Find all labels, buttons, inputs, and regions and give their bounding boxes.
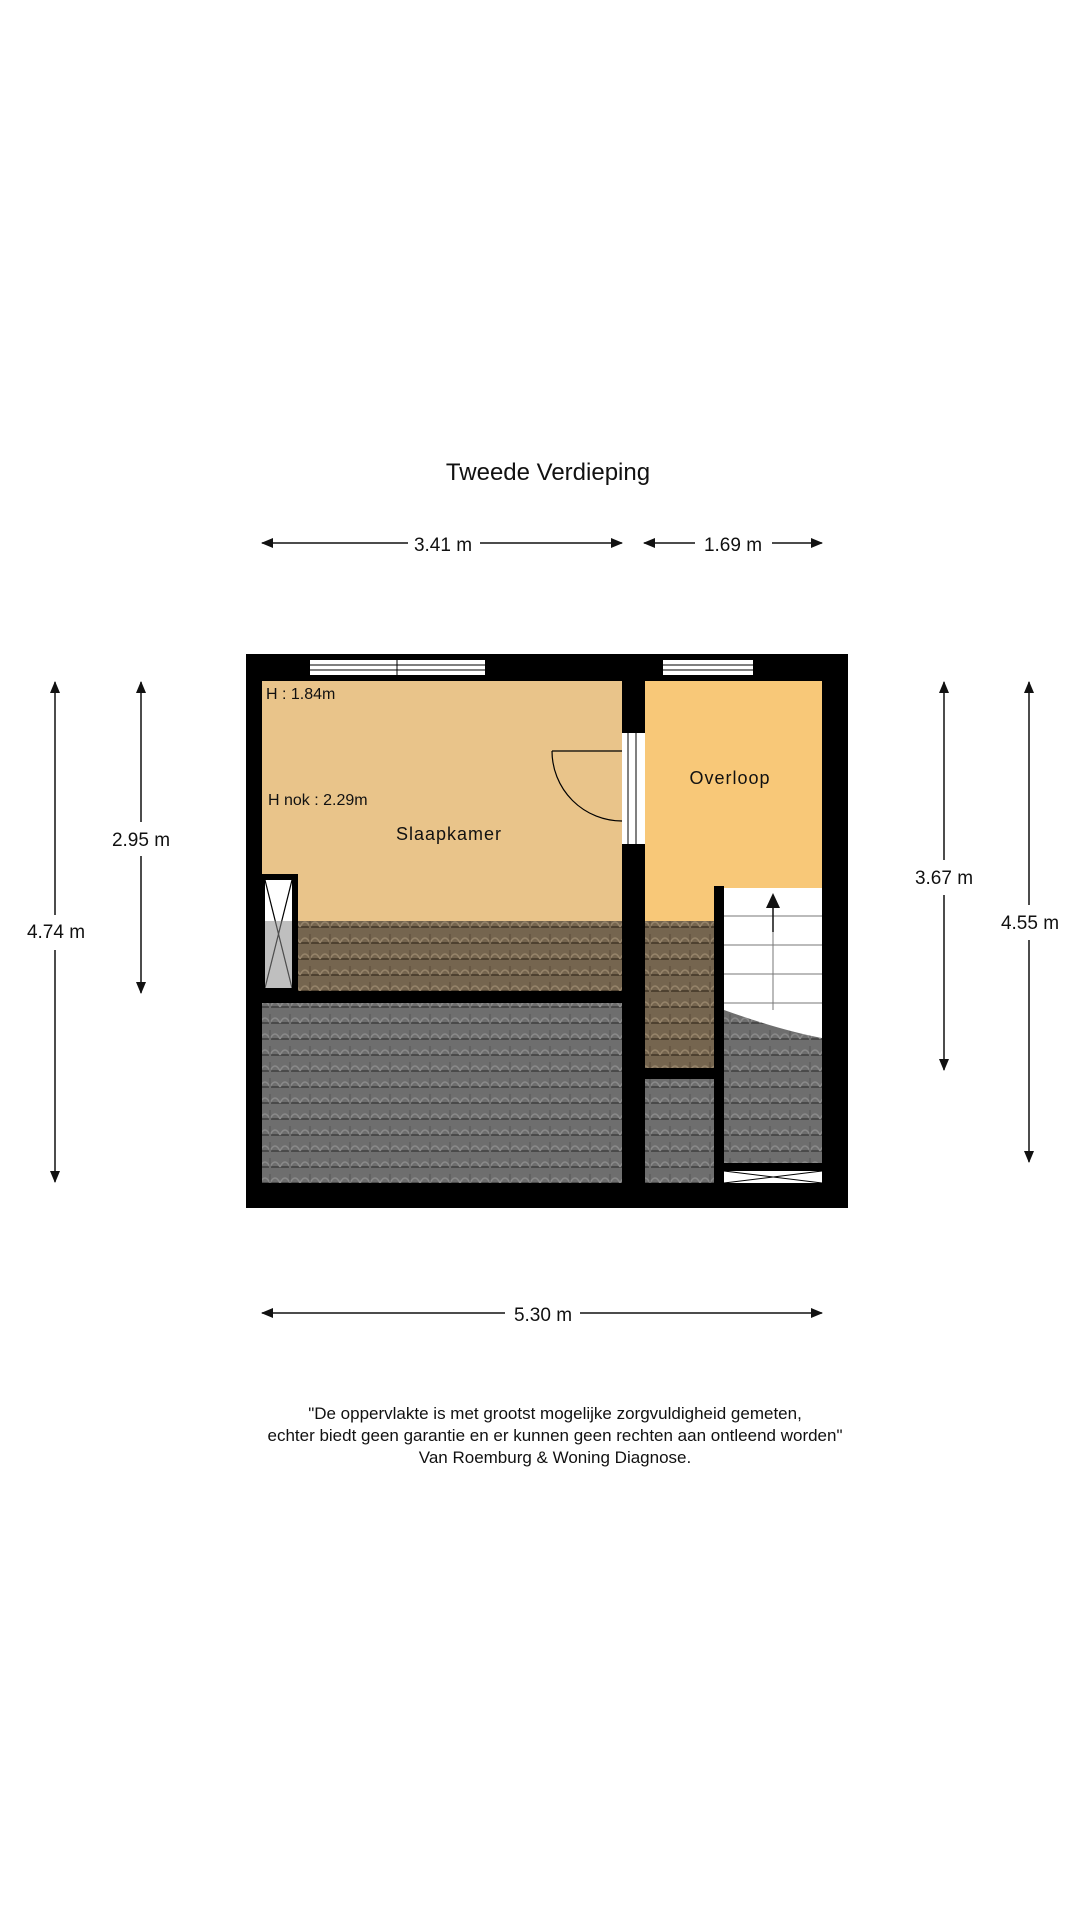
wall-bedroom-south [262, 991, 622, 1003]
dimension-right-inner [915, 682, 973, 1070]
dimension-left-inner [112, 682, 170, 993]
disclaimer-line-3: Van Roemburg & Woning Diagnose. [418, 1448, 692, 1467]
staircase [724, 888, 822, 1163]
wall-center [622, 681, 645, 733]
dimension-label: 4.74 m [26, 922, 86, 943]
window-bedroom [310, 660, 485, 675]
window-landing [663, 660, 753, 675]
dimension-left-outer [27, 682, 85, 1182]
dimension-label: 4.55 m [1000, 913, 1060, 934]
dimension-top-right [644, 535, 822, 556]
dimension-label: 3.41 m [413, 535, 473, 556]
landing-roof-slope [645, 921, 714, 1068]
disclaimer-line-1: "De oppervlakte is met grootst mogelijke zorgvuldigheid gemeten, [308, 1404, 802, 1423]
landing-floor [645, 681, 822, 921]
dimension-label: 5.30 m [513, 1305, 573, 1326]
floor-title: Tweede Verdieping [445, 459, 651, 486]
ridge-height-label: H nok : 2.29m [268, 792, 368, 809]
dimension-label: 3.67 m [914, 868, 974, 889]
room-label-landing: Overloop [689, 768, 771, 788]
roof-lower-middle [645, 1079, 714, 1183]
bedroom-roof-slope [295, 921, 622, 991]
wall-stair-west [714, 886, 724, 1183]
dimension-label: 1.69 m [703, 535, 763, 556]
dimension-top-left [262, 535, 622, 556]
dimension-bottom [262, 1305, 822, 1326]
height-label: H : 1.84m [266, 686, 336, 703]
dimension-right-outer [1001, 682, 1059, 1162]
roof-lower-left [262, 1003, 622, 1183]
disclaimer-line-2: echter biedt geen garantie en er kunnen geen rechten aan ontleend worden" [267, 1426, 843, 1445]
dimension-label: 2.95 m [111, 830, 171, 851]
room-label-bedroom: Slaapkamer [395, 824, 503, 844]
